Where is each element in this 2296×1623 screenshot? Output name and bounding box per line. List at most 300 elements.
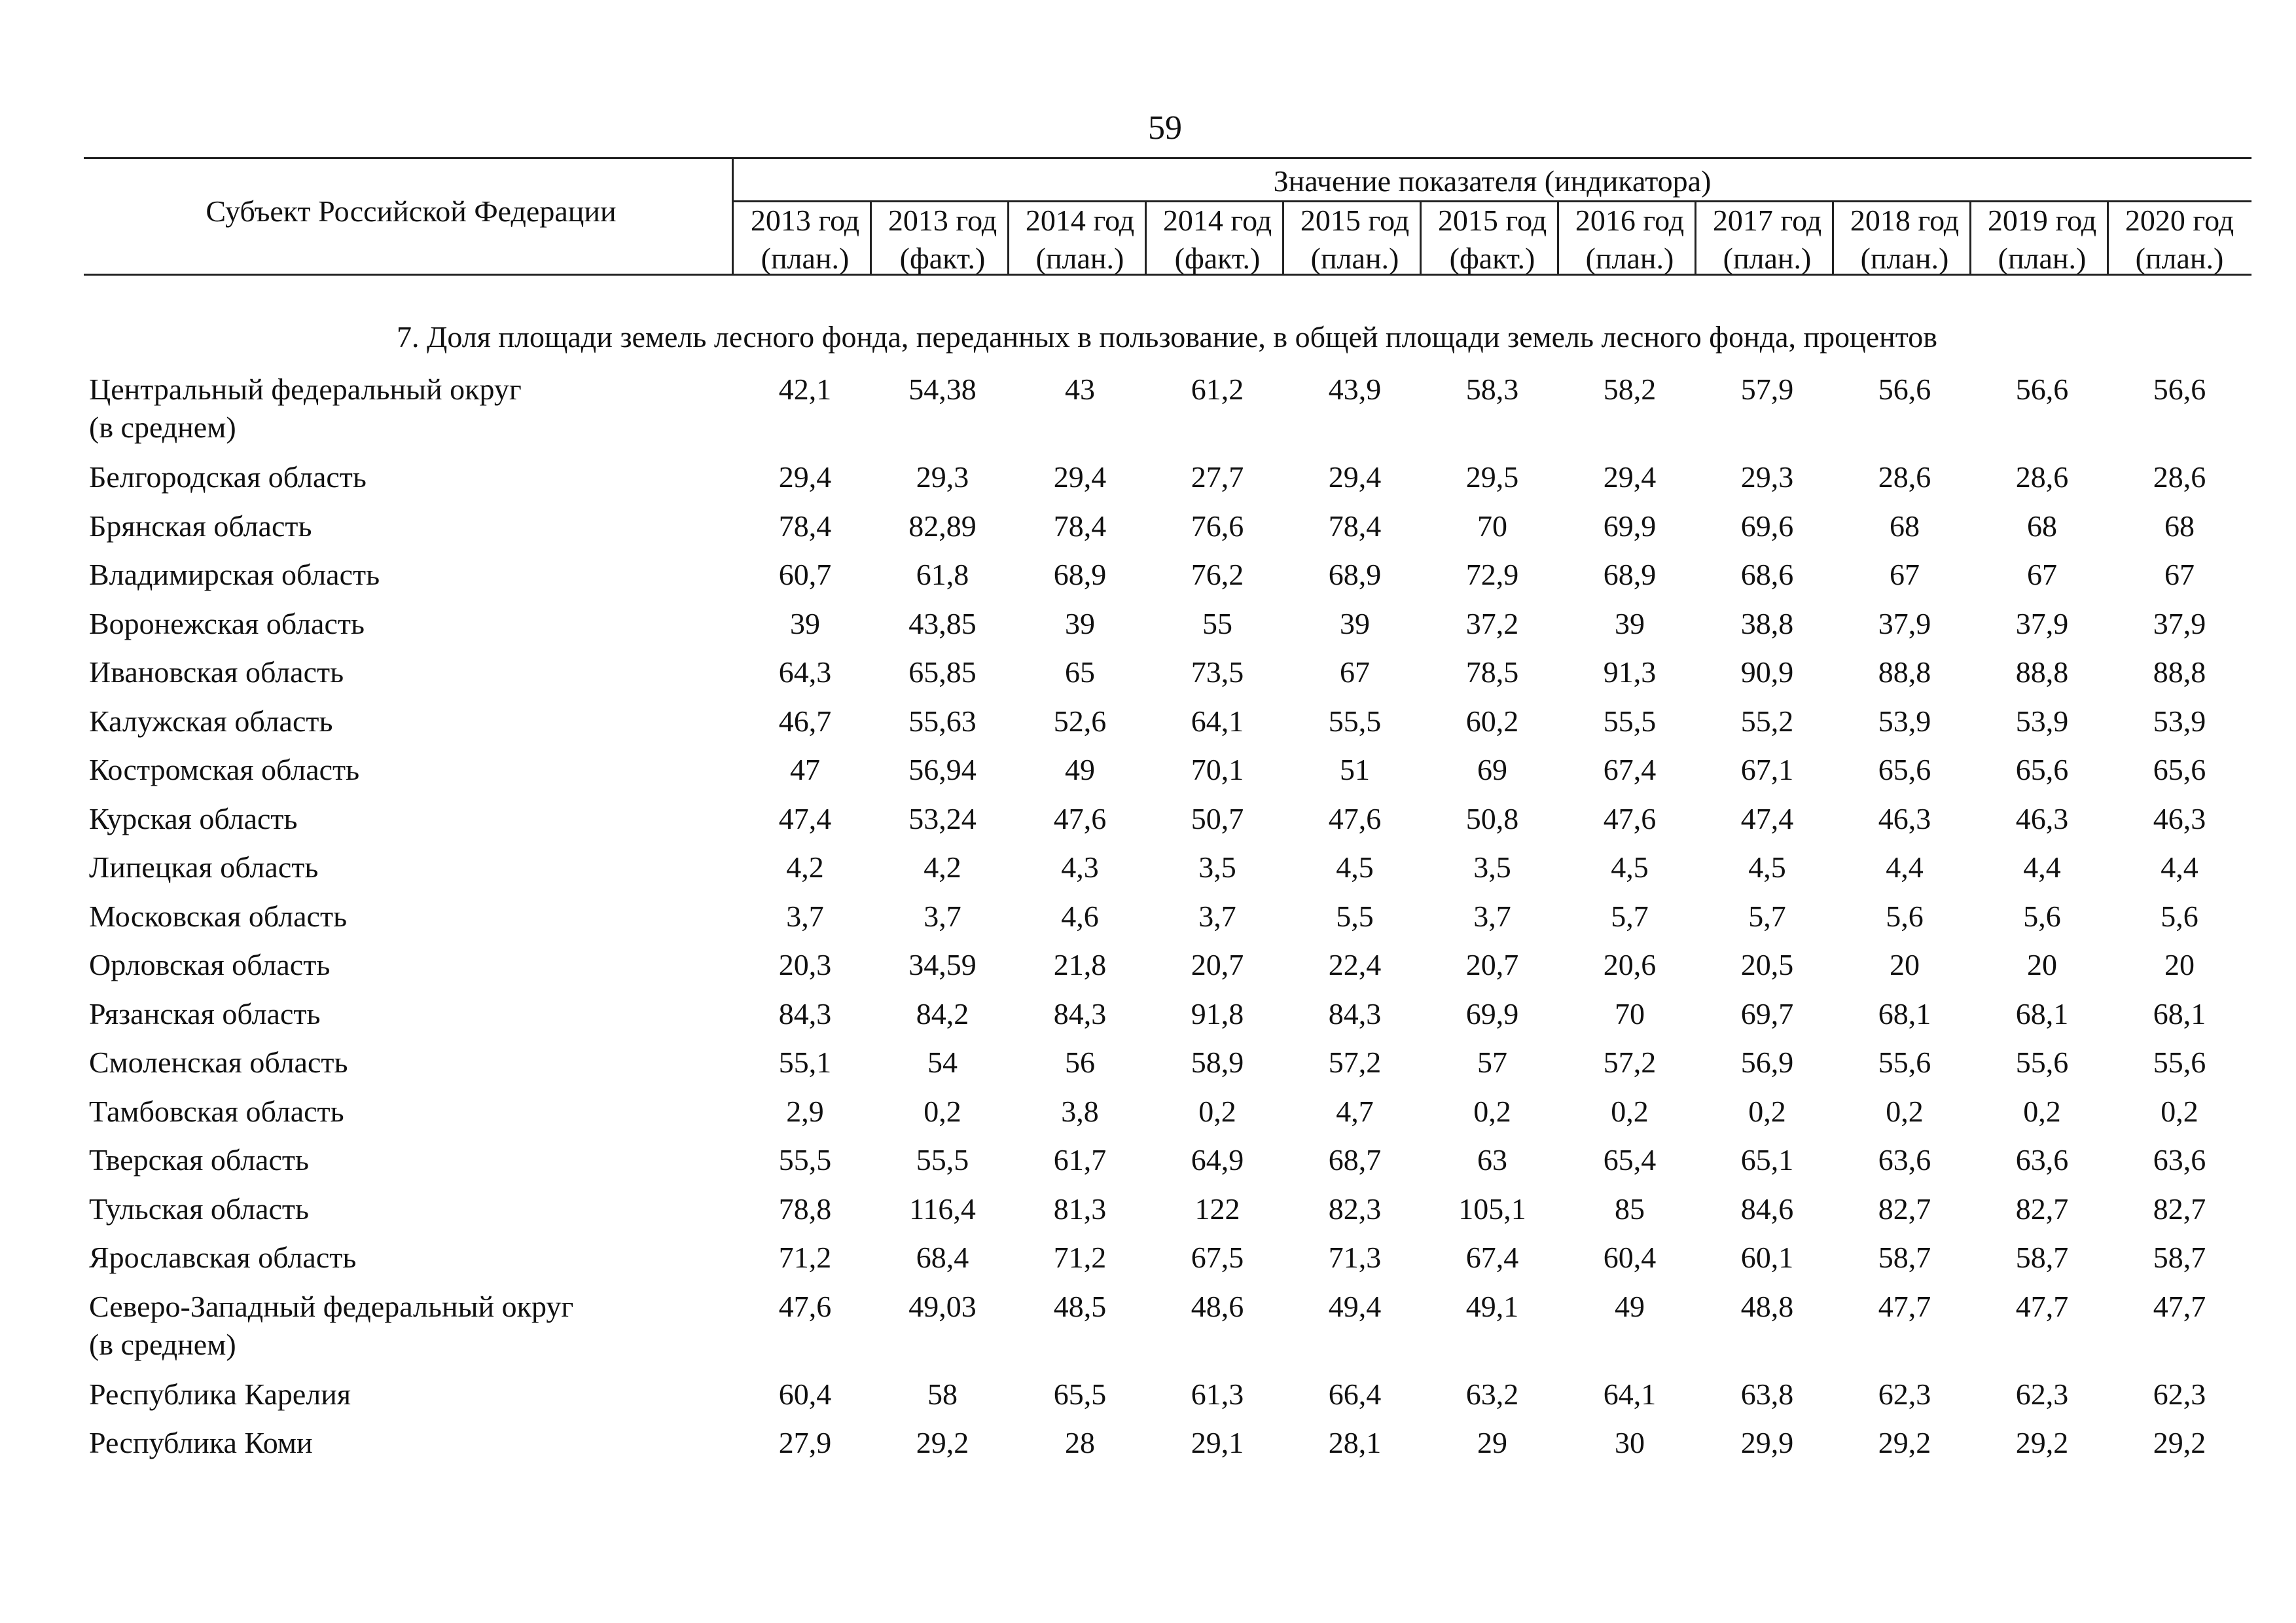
region-name-line: Ивановская область bbox=[89, 655, 344, 689]
table-cell: 65,4 bbox=[1603, 1143, 1657, 1176]
region-name bbox=[89, 1044, 744, 1082]
region-name-line: Белгородская область bbox=[89, 460, 367, 494]
table-cell: 50,8 bbox=[1465, 801, 1519, 835]
table-cell: 49,1 bbox=[1465, 1289, 1519, 1323]
table-cell: 76,2 bbox=[1191, 558, 1244, 591]
table-cell: 71,2 bbox=[1053, 1241, 1107, 1274]
table-cell: 67 bbox=[1890, 558, 1920, 591]
table-cell: 55,63 bbox=[908, 704, 977, 738]
table-cell: 62,3 bbox=[2153, 1377, 2206, 1411]
table-cell: 0,2 bbox=[924, 1094, 961, 1128]
table-cell: 29,9 bbox=[1740, 1426, 1794, 1459]
table-cell: 20 bbox=[2027, 948, 2057, 981]
table-cell: 82,3 bbox=[1328, 1192, 1382, 1226]
table-cell: 5,5 bbox=[1336, 899, 1374, 933]
table-cell: 82,7 bbox=[2153, 1192, 2206, 1226]
table-cell: 58,3 bbox=[1465, 373, 1519, 406]
table-cell: 67 bbox=[2027, 558, 2057, 591]
table-cell: 88,8 bbox=[1878, 655, 1931, 689]
table-cell: 53,9 bbox=[2015, 704, 2069, 738]
table-cell: 20,7 bbox=[1191, 948, 1244, 981]
column-kind: (план.) bbox=[2135, 242, 2224, 275]
table-cell: 56,6 bbox=[2015, 373, 2069, 406]
region-name bbox=[89, 605, 744, 643]
table-cell: 91,8 bbox=[1191, 996, 1244, 1030]
table-cell: 68,9 bbox=[1328, 558, 1382, 591]
region-name bbox=[89, 1424, 744, 1462]
table-cell: 67,4 bbox=[1603, 753, 1657, 786]
table-cell: 68,9 bbox=[1053, 558, 1107, 591]
table-cell: 69,6 bbox=[1740, 509, 1794, 543]
region-name-line: Тверская область bbox=[89, 1143, 309, 1176]
table-cell: 73,5 bbox=[1191, 655, 1244, 689]
table-cell: 55,1 bbox=[778, 1046, 832, 1079]
region-name bbox=[89, 653, 744, 691]
region-name-line: Липецкая область bbox=[89, 850, 319, 884]
table-cell: 55,6 bbox=[2015, 1046, 2069, 1079]
region-name-line: Республика Карелия bbox=[89, 1377, 351, 1411]
region-name bbox=[89, 1190, 744, 1228]
table-cell: 4,2 bbox=[924, 850, 961, 884]
table-cell: 57 bbox=[1477, 1046, 1507, 1079]
table-cell: 63,6 bbox=[2015, 1143, 2069, 1176]
table-cell: 29,3 bbox=[916, 460, 969, 494]
table-cell: 28,6 bbox=[2015, 460, 2069, 494]
table-cell: 58,2 bbox=[1603, 373, 1657, 406]
table-cell: 29,3 bbox=[1740, 460, 1794, 494]
table-cell: 47,6 bbox=[778, 1289, 832, 1323]
table-cell: 43,85 bbox=[908, 606, 977, 640]
table-cell: 4,5 bbox=[1748, 850, 1786, 884]
table-cell: 58,9 bbox=[1191, 1046, 1244, 1079]
table-cell: 68,1 bbox=[2153, 996, 2206, 1030]
indicator-group-header: Значение показателя (индикатора) bbox=[1273, 164, 1712, 198]
column-header bbox=[874, 202, 1011, 278]
column-year: 2015 год bbox=[1437, 204, 1547, 237]
table-cell: 20,5 bbox=[1740, 948, 1794, 981]
region-name bbox=[89, 556, 744, 594]
table-cell: 64,1 bbox=[1603, 1377, 1657, 1411]
column-year: 2015 год bbox=[1300, 204, 1410, 237]
table-cell: 68,4 bbox=[916, 1241, 969, 1274]
table-cell: 54,38 bbox=[908, 373, 977, 406]
table-cell: 68 bbox=[2164, 509, 2195, 543]
column-divider bbox=[1007, 202, 1009, 275]
table-cell: 0,2 bbox=[1748, 1094, 1786, 1128]
table-cell: 60,2 bbox=[1465, 704, 1519, 738]
table-cell: 5,7 bbox=[1611, 899, 1649, 933]
table-cell: 65,6 bbox=[2015, 753, 2069, 786]
table-cell: 37,9 bbox=[2015, 606, 2069, 640]
table-cell: 29,2 bbox=[916, 1426, 969, 1459]
table-cell: 48,6 bbox=[1191, 1289, 1244, 1323]
table-cell: 49 bbox=[1615, 1289, 1645, 1323]
table-cell: 51 bbox=[1340, 753, 1370, 786]
table-cell: 63,2 bbox=[1465, 1377, 1519, 1411]
table-cell: 43 bbox=[1065, 373, 1095, 406]
table-cell: 47,7 bbox=[2015, 1289, 2069, 1323]
table-cell: 20,6 bbox=[1603, 948, 1657, 981]
table-cell: 69,7 bbox=[1740, 996, 1794, 1030]
region-name-line: Владимирская область bbox=[89, 558, 380, 591]
table-cell: 78,5 bbox=[1465, 655, 1519, 689]
table-cell: 29,4 bbox=[778, 460, 832, 494]
table-cell: 2,9 bbox=[786, 1094, 824, 1128]
table-cell: 4,4 bbox=[2023, 850, 2061, 884]
column-kind: (план.) bbox=[1998, 242, 2087, 275]
column-divider bbox=[1282, 202, 1284, 275]
table-cell: 42,1 bbox=[778, 373, 832, 406]
table-cell: 49,03 bbox=[908, 1289, 977, 1323]
region-name-line: Воронежская область bbox=[89, 606, 365, 640]
table-cell: 105,1 bbox=[1458, 1192, 1526, 1226]
column-year: 2013 год bbox=[750, 204, 860, 237]
region-name bbox=[89, 946, 744, 984]
column-header bbox=[2111, 202, 2248, 278]
table-cell: 65 bbox=[1065, 655, 1095, 689]
column-kind: (факт.) bbox=[1174, 242, 1261, 275]
table-cell: 5,6 bbox=[2023, 899, 2061, 933]
table-cell: 49 bbox=[1065, 753, 1095, 786]
table-cell: 65,85 bbox=[908, 655, 977, 689]
table-cell: 71,3 bbox=[1328, 1241, 1382, 1274]
table-cell: 65,6 bbox=[1878, 753, 1931, 786]
column-header bbox=[1424, 202, 1561, 278]
table-cell: 63,6 bbox=[1878, 1143, 1931, 1176]
column-year: 2020 год bbox=[2125, 204, 2234, 237]
table-cell: 4,2 bbox=[786, 850, 824, 884]
table-cell: 47,7 bbox=[1878, 1289, 1931, 1323]
table-cell: 29,4 bbox=[1603, 460, 1657, 494]
table-cell: 67 bbox=[2164, 558, 2195, 591]
column-kind: (план.) bbox=[1035, 242, 1124, 275]
table-cell: 81,3 bbox=[1053, 1192, 1107, 1226]
column-divider bbox=[1969, 202, 1971, 275]
table-cell: 84,3 bbox=[1053, 996, 1107, 1030]
table-cell: 3,7 bbox=[1473, 899, 1511, 933]
region-name-line: (в среднем) bbox=[89, 1327, 236, 1361]
table-cell: 67,4 bbox=[1465, 1241, 1519, 1274]
table-cell: 4,5 bbox=[1336, 850, 1374, 884]
region-name-line: Тульская область bbox=[89, 1192, 309, 1226]
table-cell: 78,4 bbox=[1053, 509, 1107, 543]
table-cell: 78,8 bbox=[778, 1192, 832, 1226]
table-cell: 27,7 bbox=[1191, 460, 1244, 494]
table-cell: 28,6 bbox=[1878, 460, 1931, 494]
table-cell: 3,7 bbox=[1198, 899, 1236, 933]
table-cell: 55,5 bbox=[1328, 704, 1382, 738]
region-name bbox=[89, 1376, 744, 1413]
table-cell: 20,3 bbox=[778, 948, 832, 981]
table-cell: 56,6 bbox=[2153, 373, 2206, 406]
region-name-line: Орловская область bbox=[89, 948, 331, 981]
region-name bbox=[89, 702, 744, 740]
region-name bbox=[89, 1141, 744, 1179]
table-cell: 48,5 bbox=[1053, 1289, 1107, 1323]
region-name bbox=[89, 1093, 744, 1131]
table-cell: 46,3 bbox=[1878, 801, 1931, 835]
table-cell: 67,1 bbox=[1740, 753, 1794, 786]
table-cell: 65,5 bbox=[1053, 1377, 1107, 1411]
region-name bbox=[89, 848, 744, 886]
page-number: 59 bbox=[1148, 109, 1182, 147]
table-cell: 60,4 bbox=[778, 1377, 832, 1411]
table-cell: 58 bbox=[927, 1377, 958, 1411]
table-cell: 56,6 bbox=[1878, 373, 1931, 406]
table-cell: 82,7 bbox=[2015, 1192, 2069, 1226]
table-cell: 70,1 bbox=[1191, 753, 1244, 786]
table-cell: 61,7 bbox=[1053, 1143, 1107, 1176]
table-cell: 47,4 bbox=[778, 801, 832, 835]
column-kind: (план.) bbox=[1723, 242, 1812, 275]
region-name-line: Калужская область bbox=[89, 704, 333, 738]
table-cell: 91,3 bbox=[1603, 655, 1657, 689]
table-cell: 0,2 bbox=[1473, 1094, 1511, 1128]
table-cell: 68 bbox=[2027, 509, 2057, 543]
table-cell: 64,1 bbox=[1191, 704, 1244, 738]
table-cell: 3,7 bbox=[924, 899, 961, 933]
table-cell: 29,5 bbox=[1465, 460, 1519, 494]
table-cell: 55 bbox=[1202, 606, 1232, 640]
table-cell: 67,5 bbox=[1191, 1241, 1244, 1274]
table-cell: 72,9 bbox=[1465, 558, 1519, 591]
region-name bbox=[89, 898, 744, 936]
table-cell: 82,89 bbox=[908, 509, 977, 543]
table-cell: 27,9 bbox=[778, 1426, 832, 1459]
table-cell: 46,7 bbox=[778, 704, 832, 738]
column-header bbox=[1973, 202, 2111, 278]
subject-column-header: Субъект Российской Федерации bbox=[206, 194, 617, 228]
table-cell: 61,8 bbox=[916, 558, 969, 591]
table-cell: 69,9 bbox=[1465, 996, 1519, 1030]
region-name bbox=[89, 751, 744, 789]
column-divider bbox=[870, 202, 872, 275]
table-cell: 47,6 bbox=[1603, 801, 1657, 835]
table-cell: 70 bbox=[1477, 509, 1507, 543]
table-cell: 68,9 bbox=[1603, 558, 1657, 591]
table-cell: 22,4 bbox=[1328, 948, 1382, 981]
column-year: 2017 год bbox=[1712, 204, 1822, 237]
table-cell: 20 bbox=[2164, 948, 2195, 981]
column-divider bbox=[1695, 202, 1696, 275]
region-name-line: Курская область bbox=[89, 801, 298, 835]
table-cell: 28,1 bbox=[1328, 1426, 1382, 1459]
table-cell: 47,7 bbox=[2153, 1289, 2206, 1323]
column-kind: (план.) bbox=[1310, 242, 1399, 275]
table-cell: 5,7 bbox=[1748, 899, 1786, 933]
table-cell: 0,2 bbox=[2161, 1094, 2198, 1128]
table-cell: 47,4 bbox=[1740, 801, 1794, 835]
column-year: 2014 год bbox=[1162, 204, 1272, 237]
table-cell: 39 bbox=[1615, 606, 1645, 640]
table-cell: 21,8 bbox=[1053, 948, 1107, 981]
table-cell: 39 bbox=[790, 606, 820, 640]
table-cell: 60,1 bbox=[1740, 1241, 1794, 1274]
column-header bbox=[736, 202, 874, 278]
table-cell: 47 bbox=[790, 753, 820, 786]
region-name bbox=[89, 995, 744, 1033]
table-cell: 62,3 bbox=[2015, 1377, 2069, 1411]
table-cell: 68,7 bbox=[1328, 1143, 1382, 1176]
region-name bbox=[89, 800, 744, 838]
table-cell: 84,2 bbox=[916, 996, 969, 1030]
table-cell: 64,9 bbox=[1191, 1143, 1244, 1176]
table-cell: 0,2 bbox=[1198, 1094, 1236, 1128]
table-cell: 63,6 bbox=[2153, 1143, 2206, 1176]
table-cell: 88,8 bbox=[2015, 655, 2069, 689]
table-cell: 57,2 bbox=[1328, 1046, 1382, 1079]
table-cell: 55,5 bbox=[778, 1143, 832, 1176]
table-cell: 55,6 bbox=[2153, 1046, 2206, 1079]
table-cell: 4,7 bbox=[1336, 1094, 1374, 1128]
table-cell: 37,9 bbox=[1878, 606, 1931, 640]
column-header bbox=[1149, 202, 1286, 278]
table-cell: 29,2 bbox=[1878, 1426, 1931, 1459]
table-cell: 37,9 bbox=[2153, 606, 2206, 640]
table-cell: 58,7 bbox=[2153, 1241, 2206, 1274]
region-name-line: Московская область bbox=[89, 899, 348, 933]
column-header bbox=[1698, 202, 1836, 278]
table-cell: 48,8 bbox=[1740, 1289, 1794, 1323]
table-cell: 58,7 bbox=[2015, 1241, 2069, 1274]
column-divider bbox=[2107, 202, 2109, 275]
column-header bbox=[1561, 202, 1698, 278]
region-name-line: Рязанская область bbox=[89, 996, 321, 1030]
column-year: 2019 год bbox=[1987, 204, 2097, 237]
column-divider bbox=[1420, 202, 1422, 275]
table-cell: 63,8 bbox=[1740, 1377, 1794, 1411]
table-cell: 49,4 bbox=[1328, 1289, 1382, 1323]
column-year: 2013 год bbox=[888, 204, 997, 237]
table-cell: 71,2 bbox=[778, 1241, 832, 1274]
table-cell: 70 bbox=[1615, 996, 1645, 1030]
table-cell: 29,2 bbox=[2153, 1426, 2206, 1459]
table-cell: 4,6 bbox=[1061, 899, 1099, 933]
table-cell: 4,5 bbox=[1611, 850, 1649, 884]
table-cell: 53,9 bbox=[1878, 704, 1931, 738]
table-cell: 29 bbox=[1477, 1426, 1507, 1459]
table-cell: 57,2 bbox=[1603, 1046, 1657, 1079]
table-cell: 29,4 bbox=[1328, 460, 1382, 494]
table-cell: 67 bbox=[1340, 655, 1370, 689]
table-cell: 84,3 bbox=[778, 996, 832, 1030]
region-name-line: (в среднем) bbox=[89, 410, 236, 444]
table-cell: 29,4 bbox=[1053, 460, 1107, 494]
column-divider bbox=[1145, 202, 1147, 275]
table-cell: 62,3 bbox=[1878, 1377, 1931, 1411]
table-cell: 61,2 bbox=[1191, 373, 1244, 406]
region-name-line: Республика Коми bbox=[89, 1426, 313, 1459]
table-cell: 47,6 bbox=[1328, 801, 1382, 835]
column-kind: (факт.) bbox=[899, 242, 986, 275]
region-name-line: Смоленская область bbox=[89, 1046, 348, 1079]
column-divider bbox=[1557, 202, 1559, 275]
table-cell: 3,5 bbox=[1473, 850, 1511, 884]
column-kind: (план.) bbox=[761, 242, 850, 275]
table-cell: 29,1 bbox=[1191, 1426, 1244, 1459]
table-cell: 55,5 bbox=[1603, 704, 1657, 738]
table-cell: 34,59 bbox=[908, 948, 977, 981]
table-cell: 56 bbox=[1065, 1046, 1095, 1079]
table-cell: 5,6 bbox=[2161, 899, 2198, 933]
table-cell: 55,2 bbox=[1740, 704, 1794, 738]
table-cell: 5,6 bbox=[1886, 899, 1924, 933]
region-name bbox=[89, 1288, 744, 1364]
table-cell: 20,7 bbox=[1465, 948, 1519, 981]
table-cell: 122 bbox=[1194, 1192, 1240, 1226]
column-kind: (факт.) bbox=[1449, 242, 1535, 275]
region-name bbox=[89, 371, 744, 447]
table-cell: 38,8 bbox=[1740, 606, 1794, 640]
table-cell: 56,9 bbox=[1740, 1046, 1794, 1079]
region-name-line: Северо-Западный федеральный округ bbox=[89, 1289, 574, 1323]
region-name-line: Тамбовская область bbox=[89, 1094, 344, 1128]
region-name-line: Брянская область bbox=[89, 509, 312, 543]
region-name-line: Костромская область bbox=[89, 753, 360, 786]
table-cell: 37,2 bbox=[1465, 606, 1519, 640]
table-cell: 4,4 bbox=[2161, 850, 2198, 884]
region-name-line: Ярославская область bbox=[89, 1241, 357, 1274]
table-cell: 68,1 bbox=[1878, 996, 1931, 1030]
column-header bbox=[1286, 202, 1424, 278]
table-cell: 60,7 bbox=[778, 558, 832, 591]
table-cell: 85 bbox=[1615, 1192, 1645, 1226]
table-cell: 39 bbox=[1340, 606, 1370, 640]
table-cell: 78,4 bbox=[778, 509, 832, 543]
table-cell: 56,94 bbox=[908, 753, 977, 786]
table-cell: 28,6 bbox=[2153, 460, 2206, 494]
table-cell: 65,1 bbox=[1740, 1143, 1794, 1176]
table-cell: 3,8 bbox=[1061, 1094, 1099, 1128]
table-cell: 20 bbox=[1890, 948, 1920, 981]
table-cell: 28 bbox=[1065, 1426, 1095, 1459]
column-year: 2014 год bbox=[1025, 204, 1135, 237]
table-cell: 90,9 bbox=[1740, 655, 1794, 689]
table-cell: 78,4 bbox=[1328, 509, 1382, 543]
table-cell: 30 bbox=[1615, 1426, 1645, 1459]
column-year: 2016 год bbox=[1575, 204, 1685, 237]
column-kind: (план.) bbox=[1860, 242, 1949, 275]
region-name bbox=[89, 507, 744, 545]
table-cell: 0,2 bbox=[1611, 1094, 1649, 1128]
table-cell: 76,6 bbox=[1191, 509, 1244, 543]
table-cell: 66,4 bbox=[1328, 1377, 1382, 1411]
table-cell: 39 bbox=[1065, 606, 1095, 640]
column-header bbox=[1836, 202, 1973, 278]
table-cell: 84,3 bbox=[1328, 996, 1382, 1030]
table-cell: 3,5 bbox=[1198, 850, 1236, 884]
table-cell: 63 bbox=[1477, 1143, 1507, 1176]
table-cell: 54 bbox=[927, 1046, 958, 1079]
column-year: 2018 год bbox=[1850, 204, 1960, 237]
table-cell: 68,6 bbox=[1740, 558, 1794, 591]
table-cell: 50,7 bbox=[1191, 801, 1244, 835]
table-cell: 46,3 bbox=[2153, 801, 2206, 835]
table-cell: 65,6 bbox=[2153, 753, 2206, 786]
table-cell: 55,6 bbox=[1878, 1046, 1931, 1079]
column-divider bbox=[1832, 202, 1834, 275]
table-cell: 0,2 bbox=[1886, 1094, 1924, 1128]
table-cell: 116,4 bbox=[909, 1192, 976, 1226]
table-cell: 55,5 bbox=[916, 1143, 969, 1176]
table-cell: 53,9 bbox=[2153, 704, 2206, 738]
table-cell: 68,1 bbox=[2015, 996, 2069, 1030]
table-cell: 29,2 bbox=[2015, 1426, 2069, 1459]
table-cell: 84,6 bbox=[1740, 1192, 1794, 1226]
table-cell: 82,7 bbox=[1878, 1192, 1931, 1226]
table-cell: 88,8 bbox=[2153, 655, 2206, 689]
column-kind: (план.) bbox=[1585, 242, 1674, 275]
